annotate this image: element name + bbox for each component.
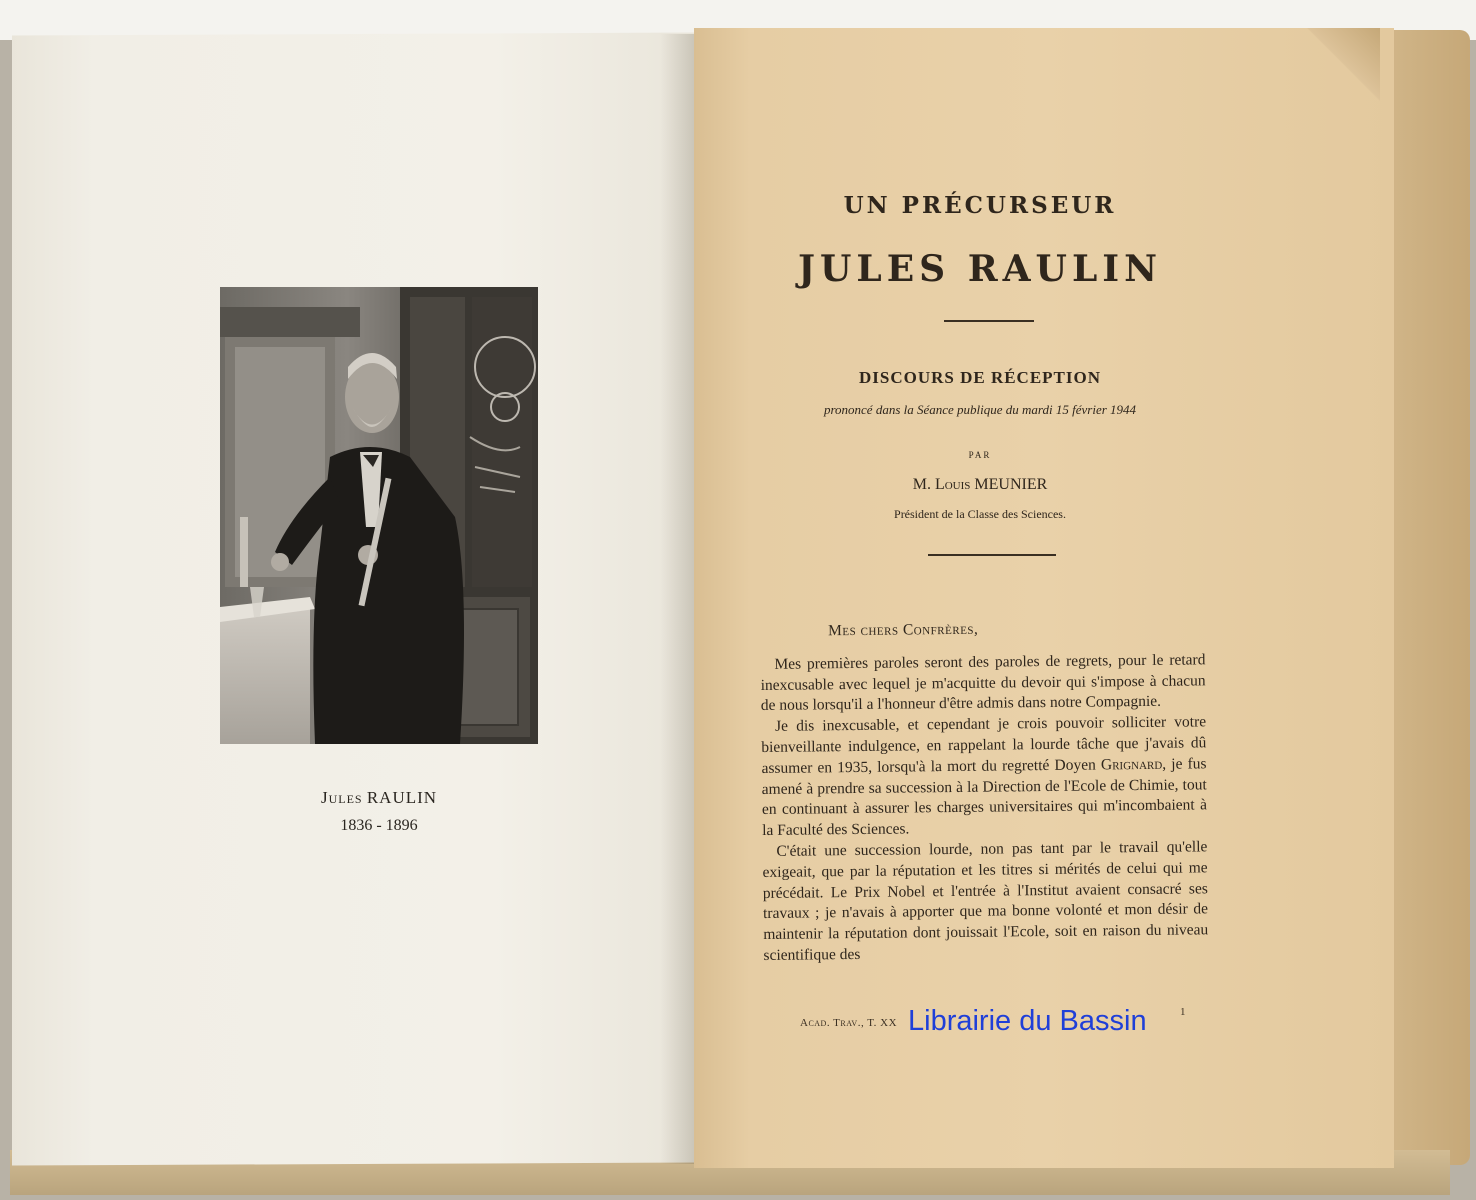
paragraph-2-part-a: Je dis inexcusable, et cependant je crois pouvoir solliciter votre bienveillante indulgence, en rappelant la lourde tâche que j'avais dû assumer en 1935, lorsqu'à la mort du regretté Doyen (761, 713, 1207, 777)
footer-reference: Acad. Trav., T. XX (800, 1017, 898, 1029)
seller-watermark: Librairie du Bassin (908, 1005, 1147, 1037)
paragraph-3: C'était une succession lourde, non pas tant par le travail qu'elle exigeait, que par la réputation et les titres si mérités de celui qui me précédait. Le Prix Nobel et l'entrée à l'Institut avaient consacré ses travaux ; je n'avais à apporter que ma bonne volonté et mon désir de maintenir la réputation dont jouissait l'Ecole, soit en raison du niveau scientifique des (762, 838, 1209, 964)
caption-years: 1836 - 1896 (340, 817, 418, 834)
author-line (770, 476, 1190, 494)
par-label: PAR (968, 450, 992, 460)
paragraph-1: Mes premières paroles seront des paroles de regrets, pour le retard inexcusable avec lequel je m'acquitte du devoir qui s'impose à chacun de nous lorsqu'il a l'honneur d'être admis dans notre Compagnie. (760, 651, 1206, 715)
author-name: MEUNIER (974, 476, 1048, 493)
paragraph-2 (761, 713, 1207, 842)
paragraph-2-part-b: , je fus amené à prendre sa succession à la Direction de l'Ecole de Chimie, tout en continuant à assurer les charges universitaires qui m'incombaient à la Faculté des Sciences. (761, 755, 1208, 840)
grignard-name: Grignard (1100, 755, 1163, 774)
title-divider (944, 320, 1034, 322)
portrait-caption (220, 784, 538, 840)
portrait-illustration (220, 287, 538, 744)
title-line-2: JULES RAULIN (797, 248, 1162, 290)
title-line-1: UN PRÉCURSEUR (843, 192, 1117, 219)
pronounced-line: prononcé dans la Séance publique du mardi 15 février 1944 (823, 402, 1137, 417)
subtitle: DISCOURS DE RÉCEPTION (858, 368, 1102, 387)
author-role: Président de la Classe des Sciences. (894, 507, 1066, 521)
author-prefix: M. Louis (912, 476, 971, 493)
portrait-photo (220, 287, 538, 744)
speech-body (760, 617, 1209, 966)
page-number: 1 (1180, 1006, 1186, 1018)
caption-name-prefix: Jules (320, 788, 363, 807)
caption-name: RAULIN (366, 788, 438, 807)
page-corner-fold (1300, 28, 1380, 108)
salutation: Mes chers Confrères, (828, 620, 979, 640)
author-divider (928, 554, 1056, 556)
